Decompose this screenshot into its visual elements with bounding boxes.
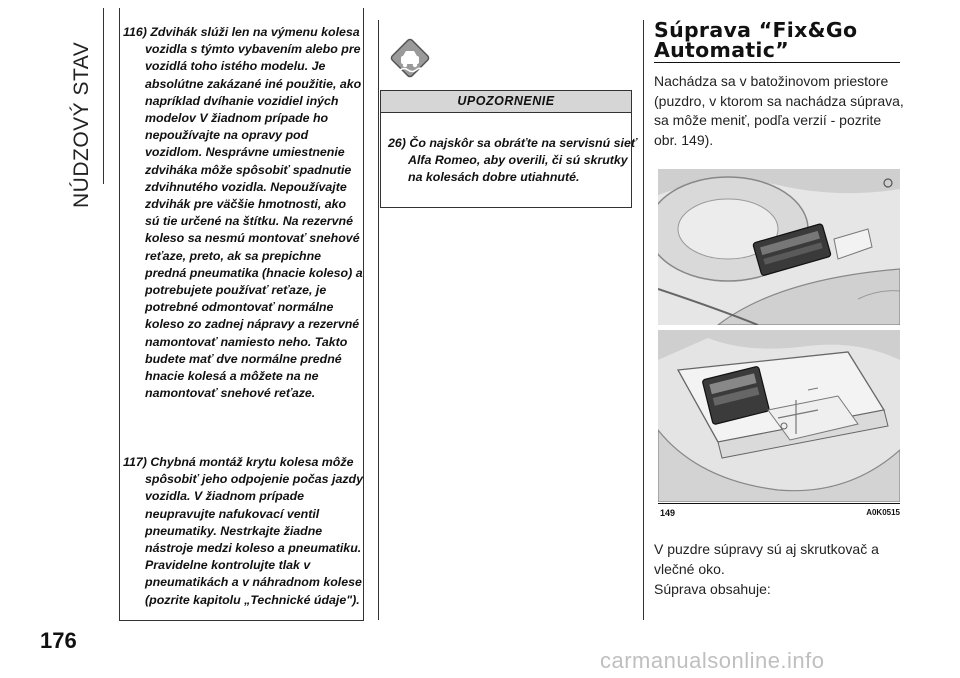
road-warning-icon: [388, 36, 432, 80]
note-116: [123, 24, 363, 402]
section-intro: Nachádza sa v batožinovom priestore (puzdro, v ktorom sa nachádza súprava, sa môže meniť, podľa verzií - pozrite obr. 149).: [654, 73, 904, 148]
note-text: Chybná montáž krytu kolesa môže spôsobiť jeho odpojenie počas jazdy vozidla. V žiadnom prípade neupravujte nafukovací ventil pneumatiky. Nestrkajte žiadne nástroje medzi koleso a pneumatiku. Pravidelne kontrolujte tlak v pneumatikách a v náhradnom kolese (pozrite kapitolu „Technické údaje").: [145, 455, 363, 607]
note-number: 117): [123, 455, 147, 469]
trunk-photo-top: [658, 169, 900, 325]
warning-box: [380, 90, 637, 208]
figure-number: 149: [660, 508, 676, 518]
section-title-line2: Automatic”: [654, 38, 789, 62]
column-divider: [378, 20, 379, 620]
section-paragraph: Súprava obsahuje:: [654, 581, 771, 597]
warning-body: Čo najskôr sa obráťte na servisnú sieť Alfa Romeo, aby overili, či sú skrutky na kolesách dobre utiahnuté.: [408, 136, 637, 185]
section-paragraph: V puzdre súpravy sú aj skrutkovač a vlečné oko.: [654, 541, 879, 577]
notes-column: [119, 8, 364, 621]
trunk-photo-bottom: [658, 330, 900, 502]
chapter-divider: [103, 8, 104, 184]
warning-text: [388, 135, 640, 187]
chapter-title-text: NÚDZOVÝ STAV: [70, 41, 93, 208]
section-title-rule: [654, 62, 900, 63]
chapter-title: [70, 18, 96, 208]
section-title: [654, 20, 904, 60]
note-117: [123, 454, 363, 609]
warning-heading: UPOZORNENIE: [381, 91, 631, 113]
figure-code: A0K0515: [866, 508, 900, 517]
column-divider: [643, 20, 644, 620]
figure-rule: [658, 503, 900, 504]
trunk-illustration: [658, 169, 900, 325]
page-number: 176: [40, 628, 77, 653]
note-text: Zdvihák slúži len na výmenu kolesa vozidla s týmto vybavením alebo pre vozidlá toho istého modelu. Je absolútne zakázané iné použitie, ako napríklad dvíhanie vozidiel iných modelov V žiadnom prípade ho nepoužívajte na opravy pod vozidlom. Nesprávne umiestnenie zdviháka môže spôsobiť spadnutie zdvihnutého vozidla. Nepoužívajte zdvihák pre väčšie hmotnosti, ako sú tie určené na štítku. Na rezervné koleso sa nesmú montovať snehové reťaze, preto, ak sa prepichne predná pneumatika (hnacie koleso) a potrebujete používať reťaze, je potrebné odmontovať normálne koleso zo zadnej nápravy a rezervné namontovať namiesto neho. Takto budete mať dve normálne predné hnacie kolesá a môžete na ne namontovať snehové reťaze.: [145, 25, 363, 401]
watermark: carmanualsonline.info: [600, 648, 825, 673]
note-number: 116): [123, 25, 147, 39]
figure-149: [654, 164, 902, 522]
warning-number: 26): [388, 136, 406, 150]
kit-case-illustration: [658, 330, 900, 502]
section-title-line1: Súprava “Fix&Go: [654, 18, 858, 42]
